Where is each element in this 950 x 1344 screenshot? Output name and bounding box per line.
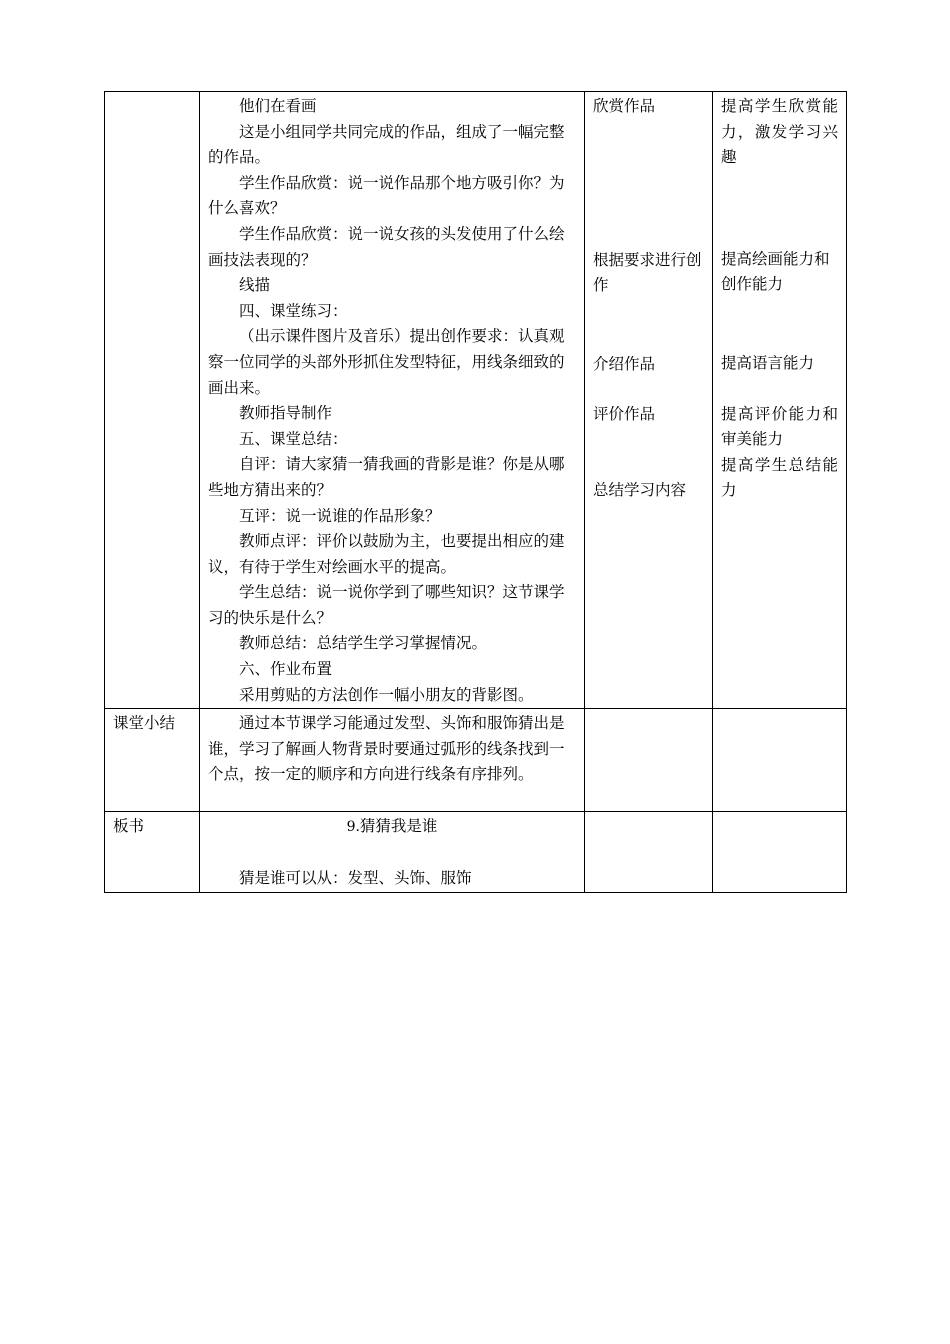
content-line: 互评：说一说谁的作品形象？ xyxy=(239,506,441,525)
content-line: 这是小组同学共同完成的作品，组成了一幅完整的作品。 xyxy=(208,122,565,167)
content-line: 自评：请大家猜一猜我画的背影是谁？你是从哪些地方猜出来的？ xyxy=(208,455,565,499)
goal-text: 提高学生总结能力 xyxy=(721,455,838,500)
board-row xyxy=(105,812,847,893)
content-line: 采用剪贴的方法创作一幅小朋友的背影图。 xyxy=(239,685,534,704)
content-line: 学生作品欣赏：说一说女孩的头发使用了什么绘画技法表现的？ xyxy=(208,224,565,269)
goal-text: 提高评价能力和审美能力 xyxy=(721,404,838,449)
board-empty-cell xyxy=(585,812,713,893)
activity-text: 欣赏作品 xyxy=(593,97,656,115)
activity-text: 评价作品 xyxy=(593,405,656,424)
content-line: 线描 xyxy=(239,276,271,295)
board-content-cell xyxy=(200,812,585,893)
content-line: （出示课件图片及音乐）提出创作要求：认真观察一位同学的头部外形抓住发型特征，用线条细致的画出来。 xyxy=(208,327,565,397)
summary-text: 通过本节课学习能通过发型、头饰和服饰猜出是谁，学习了解画人物背景时要通过弧形的线条找到一个点，按一定的顺序和方向进行线条有序排列。 xyxy=(208,714,565,784)
activity-cell xyxy=(585,92,713,709)
content-line: 学生作品欣赏：说一说作品那个地方吸引你？为什么喜欢？ xyxy=(208,173,565,218)
board-line: 猜是谁可以从：发型、头饰、服饰 xyxy=(239,869,472,888)
board-empty-cell xyxy=(713,812,847,893)
process-row xyxy=(105,92,847,709)
content-line: 教师指导制作 xyxy=(239,404,333,423)
summary-content-cell xyxy=(200,709,585,812)
summary-label: 课堂小结 xyxy=(105,709,200,812)
summary-row xyxy=(105,709,847,812)
content-line: 教师点评：评价以鼓励为主，也要提出相应的建议，有待于学生对绘画水平的提高。 xyxy=(208,532,565,576)
goal-text: 提高学生欣赏能力，激发学习兴趣 xyxy=(721,97,838,167)
board-title xyxy=(208,814,576,841)
content-line: 学生总结：说一说你学到了哪些知识？这节课学习的快乐是什么？ xyxy=(208,583,565,627)
process-label-cell xyxy=(105,92,200,709)
goal-text: 提高绘画能力和创作能力 xyxy=(721,249,830,294)
summary-empty-cell xyxy=(713,709,847,812)
content-line: 六、作业布置 xyxy=(239,660,333,679)
activity-text: 根据要求进行创作 xyxy=(593,250,702,295)
content-line: 他们在看画 xyxy=(239,97,317,115)
goal-cell xyxy=(713,92,847,709)
summary-empty-cell xyxy=(585,709,713,812)
board-label: 板书 xyxy=(105,812,200,893)
board-title-number: 9. xyxy=(346,819,360,836)
goal-text: 提高语言能力 xyxy=(721,353,815,372)
content-line: 四、课堂练习： xyxy=(239,301,348,320)
content-line: 五、课堂总结： xyxy=(239,429,348,448)
process-content-cell xyxy=(200,92,585,709)
activity-text: 介绍作品 xyxy=(593,354,656,373)
content-line: 教师总结：总结学生学习掌握情况。 xyxy=(239,634,488,653)
lesson-plan-table xyxy=(104,91,847,893)
activity-text: 总结学习内容 xyxy=(593,480,687,499)
board-title-text: 猜猜我是谁 xyxy=(359,817,438,836)
